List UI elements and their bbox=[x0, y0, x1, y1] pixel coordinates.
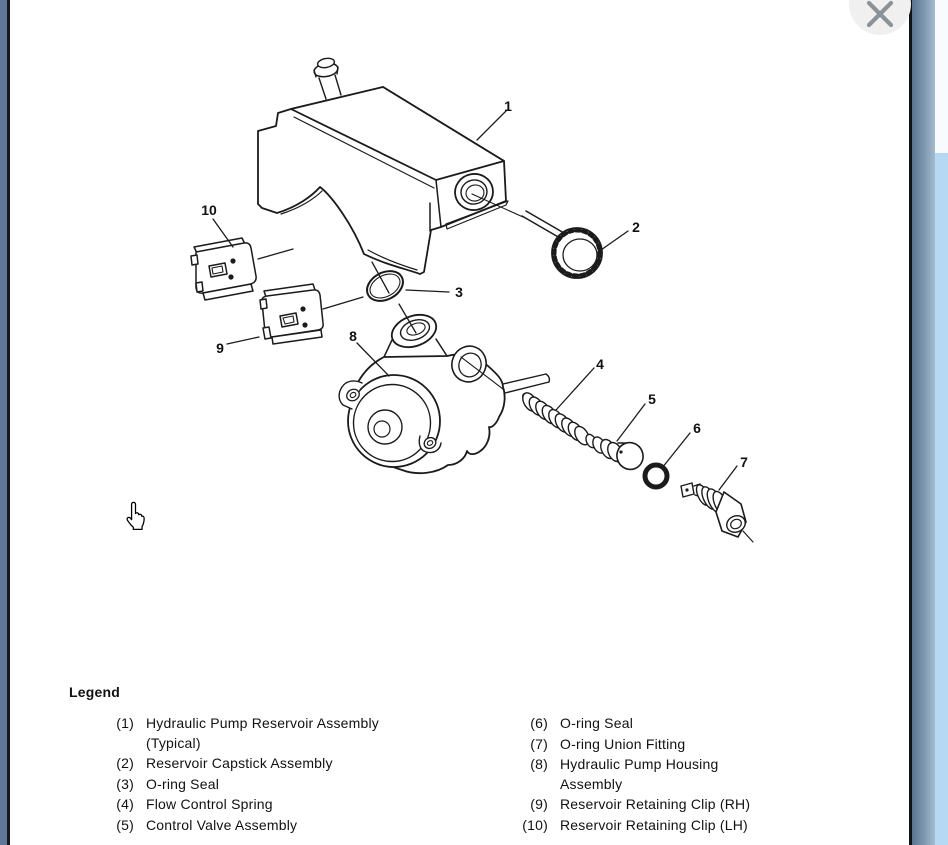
legend-item-text: O-ring Union Fitting bbox=[560, 735, 686, 752]
legend-item-10 bbox=[508, 816, 838, 836]
part-flow-control-spring bbox=[520, 390, 592, 447]
legend-item-4 bbox=[94, 795, 424, 815]
legend-item-text: Reservoir Retaining Clip (LH) bbox=[560, 816, 748, 833]
part-retaining-clip-lh bbox=[191, 238, 256, 300]
left-frame-divider bbox=[7, 0, 10, 845]
callout-1: 1 bbox=[504, 98, 512, 114]
legend-item-6 bbox=[508, 714, 838, 734]
legend bbox=[69, 684, 751, 833]
callout-2: 2 bbox=[632, 219, 640, 235]
callout-4: 4 bbox=[596, 356, 604, 372]
legend-item-8 bbox=[508, 755, 838, 794]
right-frame-gradient-bar bbox=[912, 0, 935, 845]
legend-item-text: O-ring Seal bbox=[560, 715, 634, 731]
legend-column-left bbox=[94, 714, 424, 836]
legend-column-right bbox=[508, 714, 838, 836]
legend-item-text: Hydraulic Pump Housing bbox=[560, 756, 719, 772]
legend-item-number: (9) bbox=[530, 796, 548, 812]
left-frame-bar bbox=[0, 0, 7, 845]
callout-6: 6 bbox=[693, 420, 701, 436]
callout-10: 10 bbox=[201, 202, 217, 218]
legend-item-text: Reservoir Capstick Assembly bbox=[146, 755, 333, 771]
callout-9: 9 bbox=[216, 340, 224, 356]
legend-item-number: (10) bbox=[522, 816, 548, 833]
legend-item-number: (8) bbox=[530, 756, 548, 772]
legend-item-number: (5) bbox=[116, 816, 134, 833]
callout-7: 7 bbox=[740, 454, 748, 470]
part-retaining-clip-rh bbox=[260, 284, 323, 344]
legend-item-text: Reservoir Retaining Clip (RH) bbox=[560, 796, 751, 812]
legend-item-number: (2) bbox=[116, 755, 134, 771]
part-union-fitting bbox=[681, 483, 753, 542]
close-icon bbox=[865, 0, 895, 29]
callout-8: 8 bbox=[349, 328, 357, 344]
part-control-valve bbox=[584, 433, 648, 474]
legend-item-1 bbox=[94, 714, 424, 753]
legend-item-number: (4) bbox=[116, 796, 134, 812]
legend-item-text: Flow Control Spring bbox=[146, 796, 273, 812]
legend-item-number: (3) bbox=[116, 775, 134, 792]
legend-item-5 bbox=[94, 816, 424, 836]
legend-item-text: Control Valve Assembly bbox=[146, 816, 298, 833]
part-pump-housing bbox=[339, 309, 549, 473]
part-reservoir-assembly bbox=[258, 57, 508, 274]
callout-5: 5 bbox=[648, 391, 656, 407]
legend-item-7 bbox=[508, 735, 838, 755]
legend-item-text: O-ring Seal bbox=[146, 775, 220, 792]
legend-item-text2: Assembly bbox=[560, 775, 623, 792]
scrollbar-thumb[interactable] bbox=[935, 0, 948, 153]
part-oring-seal-6 bbox=[645, 465, 667, 487]
legend-item-number: (6) bbox=[530, 715, 548, 731]
hand-cursor-icon bbox=[122, 501, 149, 531]
callout-3: 3 bbox=[455, 284, 463, 300]
legend-item-text: Hydraulic Pump Reservoir Assembly bbox=[146, 715, 380, 731]
legend-title: Legend bbox=[69, 684, 120, 700]
legend-item-number: (1) bbox=[116, 715, 134, 731]
legend-item-3 bbox=[94, 775, 424, 795]
legend-item-2 bbox=[94, 754, 424, 774]
legend-item-text2: (Typical) bbox=[146, 734, 201, 751]
legend-item-9 bbox=[508, 795, 838, 815]
legend-item-number: (7) bbox=[530, 735, 548, 752]
